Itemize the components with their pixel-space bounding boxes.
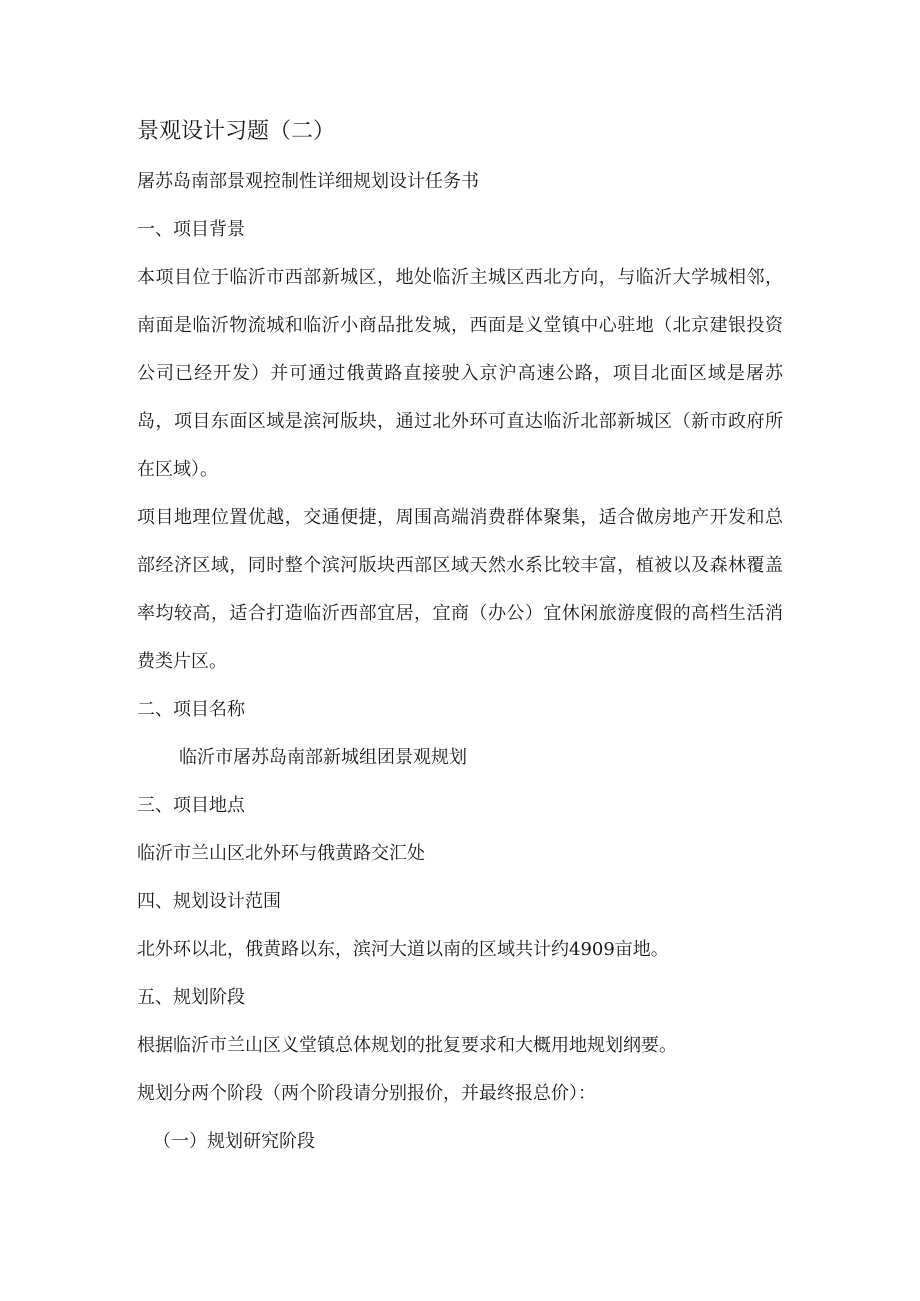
section-heading-planning-stages: 五、规划阶段 xyxy=(137,987,245,1008)
document-title: 景观设计习题（二） xyxy=(137,119,336,144)
document-subtitle: 屠苏岛南部景观控制性详细规划设计任务书 xyxy=(137,171,479,192)
background-paragraph-1: 本项目位于临沂市西部新城区，地处临沂主城区西北方向，与临沂大学城相邻，南面是临沂物流城和临沂小商品批发城，西面是义堂镇中心驻地（北京建银投资公司已经开发）并可通过俄黄路直接驶入京沪高速公路，项目北面区域是屠苏岛，项目东面区域是滨河版块，通过北外环可直达临沂北部新城区（新市政府所在区域）。 xyxy=(137,267,783,480)
planning-stage-1-heading: （一）规划研究阶段 xyxy=(153,1131,315,1152)
background-paragraph-2: 项目地理位置优越，交通便捷，周围高端消费群体聚集，适合做房地产开发和总部经济区域，同时整个滨河版块西部区域天然水系比较丰富，植被以及森林覆盖率均较高，适合打造临沂西部宜居，宜商（办公）宜休闲旅游度假的高档生活消费类片区。 xyxy=(137,507,783,672)
section-heading-planning-scope: 四、规划设计范围 xyxy=(137,891,281,912)
section-heading-background: 一、项目背景 xyxy=(137,219,245,240)
section-heading-project-name: 二、项目名称 xyxy=(137,699,245,720)
planning-scope-text: 北外环以北，俄黄路以东，滨河大道以南的区域共计约4909亩地。 xyxy=(137,939,669,960)
planning-stages-paragraph-1: 根据临沂市兰山区义堂镇总体规划的批复要求和大概用地规划纲要。 xyxy=(137,1035,677,1056)
section-heading-project-location: 三、项目地点 xyxy=(137,795,245,816)
project-location-text: 临沂市兰山区北外环与俄黄路交汇处 xyxy=(137,843,425,864)
planning-stages-paragraph-2: 规划分两个阶段（两个阶段请分别报价，并最终报总价）： xyxy=(137,1083,596,1104)
project-name-text: 临沂市屠苏岛南部新城组团景观规划 xyxy=(179,747,467,768)
document-page xyxy=(137,110,787,1166)
